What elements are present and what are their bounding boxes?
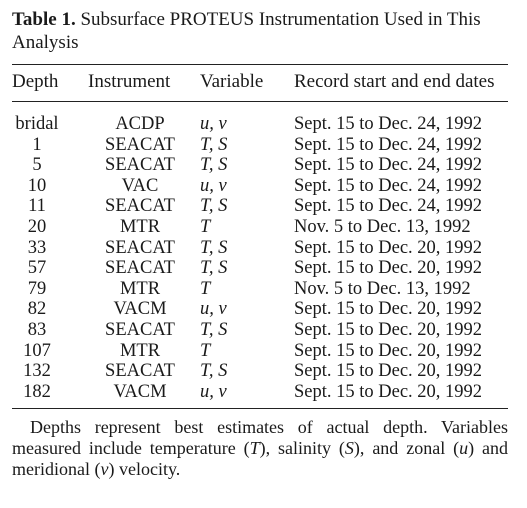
cell-variable: T, S — [200, 258, 228, 279]
cell-variable: T, S — [200, 196, 228, 217]
cell-depth: 11 — [28, 196, 46, 217]
table-top-rule — [12, 64, 508, 65]
table-row — [12, 361, 510, 382]
table-bottom-rule — [12, 408, 508, 409]
cell-variable: u, v — [200, 114, 227, 134]
table-row — [12, 279, 510, 300]
footnote-symbol-t: T — [249, 438, 260, 459]
cell-depth: bridal — [15, 114, 59, 134]
cell-dates: Nov. 5 to Dec. 13, 1992 — [294, 216, 471, 237]
table-footnote — [12, 417, 508, 480]
table-row — [12, 217, 510, 238]
table-row — [12, 320, 510, 341]
table-caption — [12, 8, 510, 54]
cell-dates: Sept. 15 to Dec. 24, 1992 — [294, 114, 483, 134]
footnote-text: ), and zonal ( — [353, 438, 460, 459]
cell-dates: Sept. 15 to Dec. 20, 1992 — [294, 381, 483, 402]
cell-dates: Sept. 15 to Dec. 24, 1992 — [294, 134, 483, 155]
table-body — [12, 114, 510, 402]
cell-instrument: ACDP — [115, 114, 165, 134]
table-row — [12, 135, 510, 156]
cell-dates: Sept. 15 to Dec. 20, 1992 — [294, 340, 483, 361]
footnote-text: ), salinity ( — [259, 438, 345, 459]
table-caption-label: Table 1. — [12, 9, 76, 30]
cell-variable: T, S — [200, 155, 228, 176]
cell-instrument: SEACAT — [105, 155, 175, 176]
cell-depth: 107 — [23, 340, 51, 361]
table-row — [12, 341, 510, 362]
header-dates: Record start and end dates — [294, 71, 495, 92]
cell-instrument: VACM — [113, 299, 167, 320]
table-row — [12, 258, 510, 279]
footnote-text: Depths represent best estimates of actual depth. Variables measured include temperature ( — [12, 417, 508, 459]
table-row — [12, 299, 510, 320]
cell-depth: 83 — [27, 319, 47, 340]
cell-instrument: SEACAT — [105, 134, 175, 155]
table-row — [12, 155, 510, 176]
cell-depth: 57 — [27, 258, 47, 279]
cell-instrument: SEACAT — [105, 361, 175, 382]
table-row — [12, 114, 510, 135]
header-variable: Variable — [200, 71, 264, 92]
cell-instrument: VAC — [121, 175, 159, 196]
cell-dates: Sept. 15 to Dec. 20, 1992 — [294, 258, 483, 279]
cell-dates: Nov. 5 to Dec. 13, 1992 — [294, 278, 471, 299]
cell-dates: Sept. 15 to Dec. 24, 1992 — [294, 155, 483, 176]
cell-instrument: SEACAT — [105, 319, 175, 340]
cell-variable: T — [200, 278, 211, 299]
cell-instrument: MTR — [119, 216, 161, 237]
cell-depth: 182 — [23, 381, 51, 402]
footnote-symbol-v: v — [100, 459, 109, 480]
cell-instrument: SEACAT — [105, 196, 175, 217]
footnote-text: ) and meridional ( — [12, 438, 508, 480]
table-figure — [12, 8, 510, 498]
table-row — [12, 196, 510, 217]
footnote-text: ) velocity. — [108, 459, 181, 480]
cell-dates: Sept. 15 to Dec. 20, 1992 — [294, 361, 483, 382]
table-caption-text: Subsurface PROTEUS Instrumentation Used in This Analysis — [12, 9, 481, 53]
cell-dates: Sept. 15 to Dec. 20, 1992 — [294, 237, 483, 258]
cell-dates: Sept. 15 to Dec. 24, 1992 — [294, 196, 483, 217]
cell-instrument: MTR — [119, 340, 161, 361]
table-row — [12, 382, 510, 403]
cell-instrument: VACM — [113, 381, 167, 402]
cell-depth: 82 — [27, 299, 47, 320]
cell-instrument: MTR — [119, 278, 161, 299]
cell-instrument: SEACAT — [105, 258, 175, 279]
table-row — [12, 176, 510, 197]
cell-depth: 132 — [23, 361, 51, 382]
cell-depth: 1 — [32, 134, 42, 155]
cell-variable: T — [200, 340, 211, 361]
cell-instrument: SEACAT — [105, 237, 175, 258]
cell-variable: T — [200, 216, 211, 237]
cell-variable: u, v — [200, 175, 227, 196]
cell-dates: Sept. 15 to Dec. 20, 1992 — [294, 319, 483, 340]
cell-dates: Sept. 15 to Dec. 20, 1992 — [294, 299, 483, 320]
footnote-symbol-u: u — [459, 438, 469, 459]
cell-variable: T, S — [200, 361, 228, 382]
cell-depth: 20 — [27, 216, 47, 237]
cell-variable: u, v — [200, 381, 227, 402]
cell-depth: 5 — [32, 155, 42, 176]
table-header-row — [12, 71, 510, 95]
cell-variable: u, v — [200, 299, 227, 320]
cell-depth: 33 — [27, 237, 47, 258]
header-instrument: Instrument — [88, 71, 171, 92]
cell-depth: 79 — [27, 278, 47, 299]
cell-variable: T, S — [200, 134, 228, 155]
table-header-rule — [12, 101, 508, 102]
header-depth: Depth — [12, 71, 59, 92]
cell-variable: T, S — [200, 319, 228, 340]
table-row — [12, 238, 510, 259]
footnote-symbol-s: S — [344, 438, 354, 459]
cell-variable: T, S — [200, 237, 228, 258]
cell-depth: 10 — [27, 175, 47, 196]
cell-dates: Sept. 15 to Dec. 24, 1992 — [294, 175, 483, 196]
